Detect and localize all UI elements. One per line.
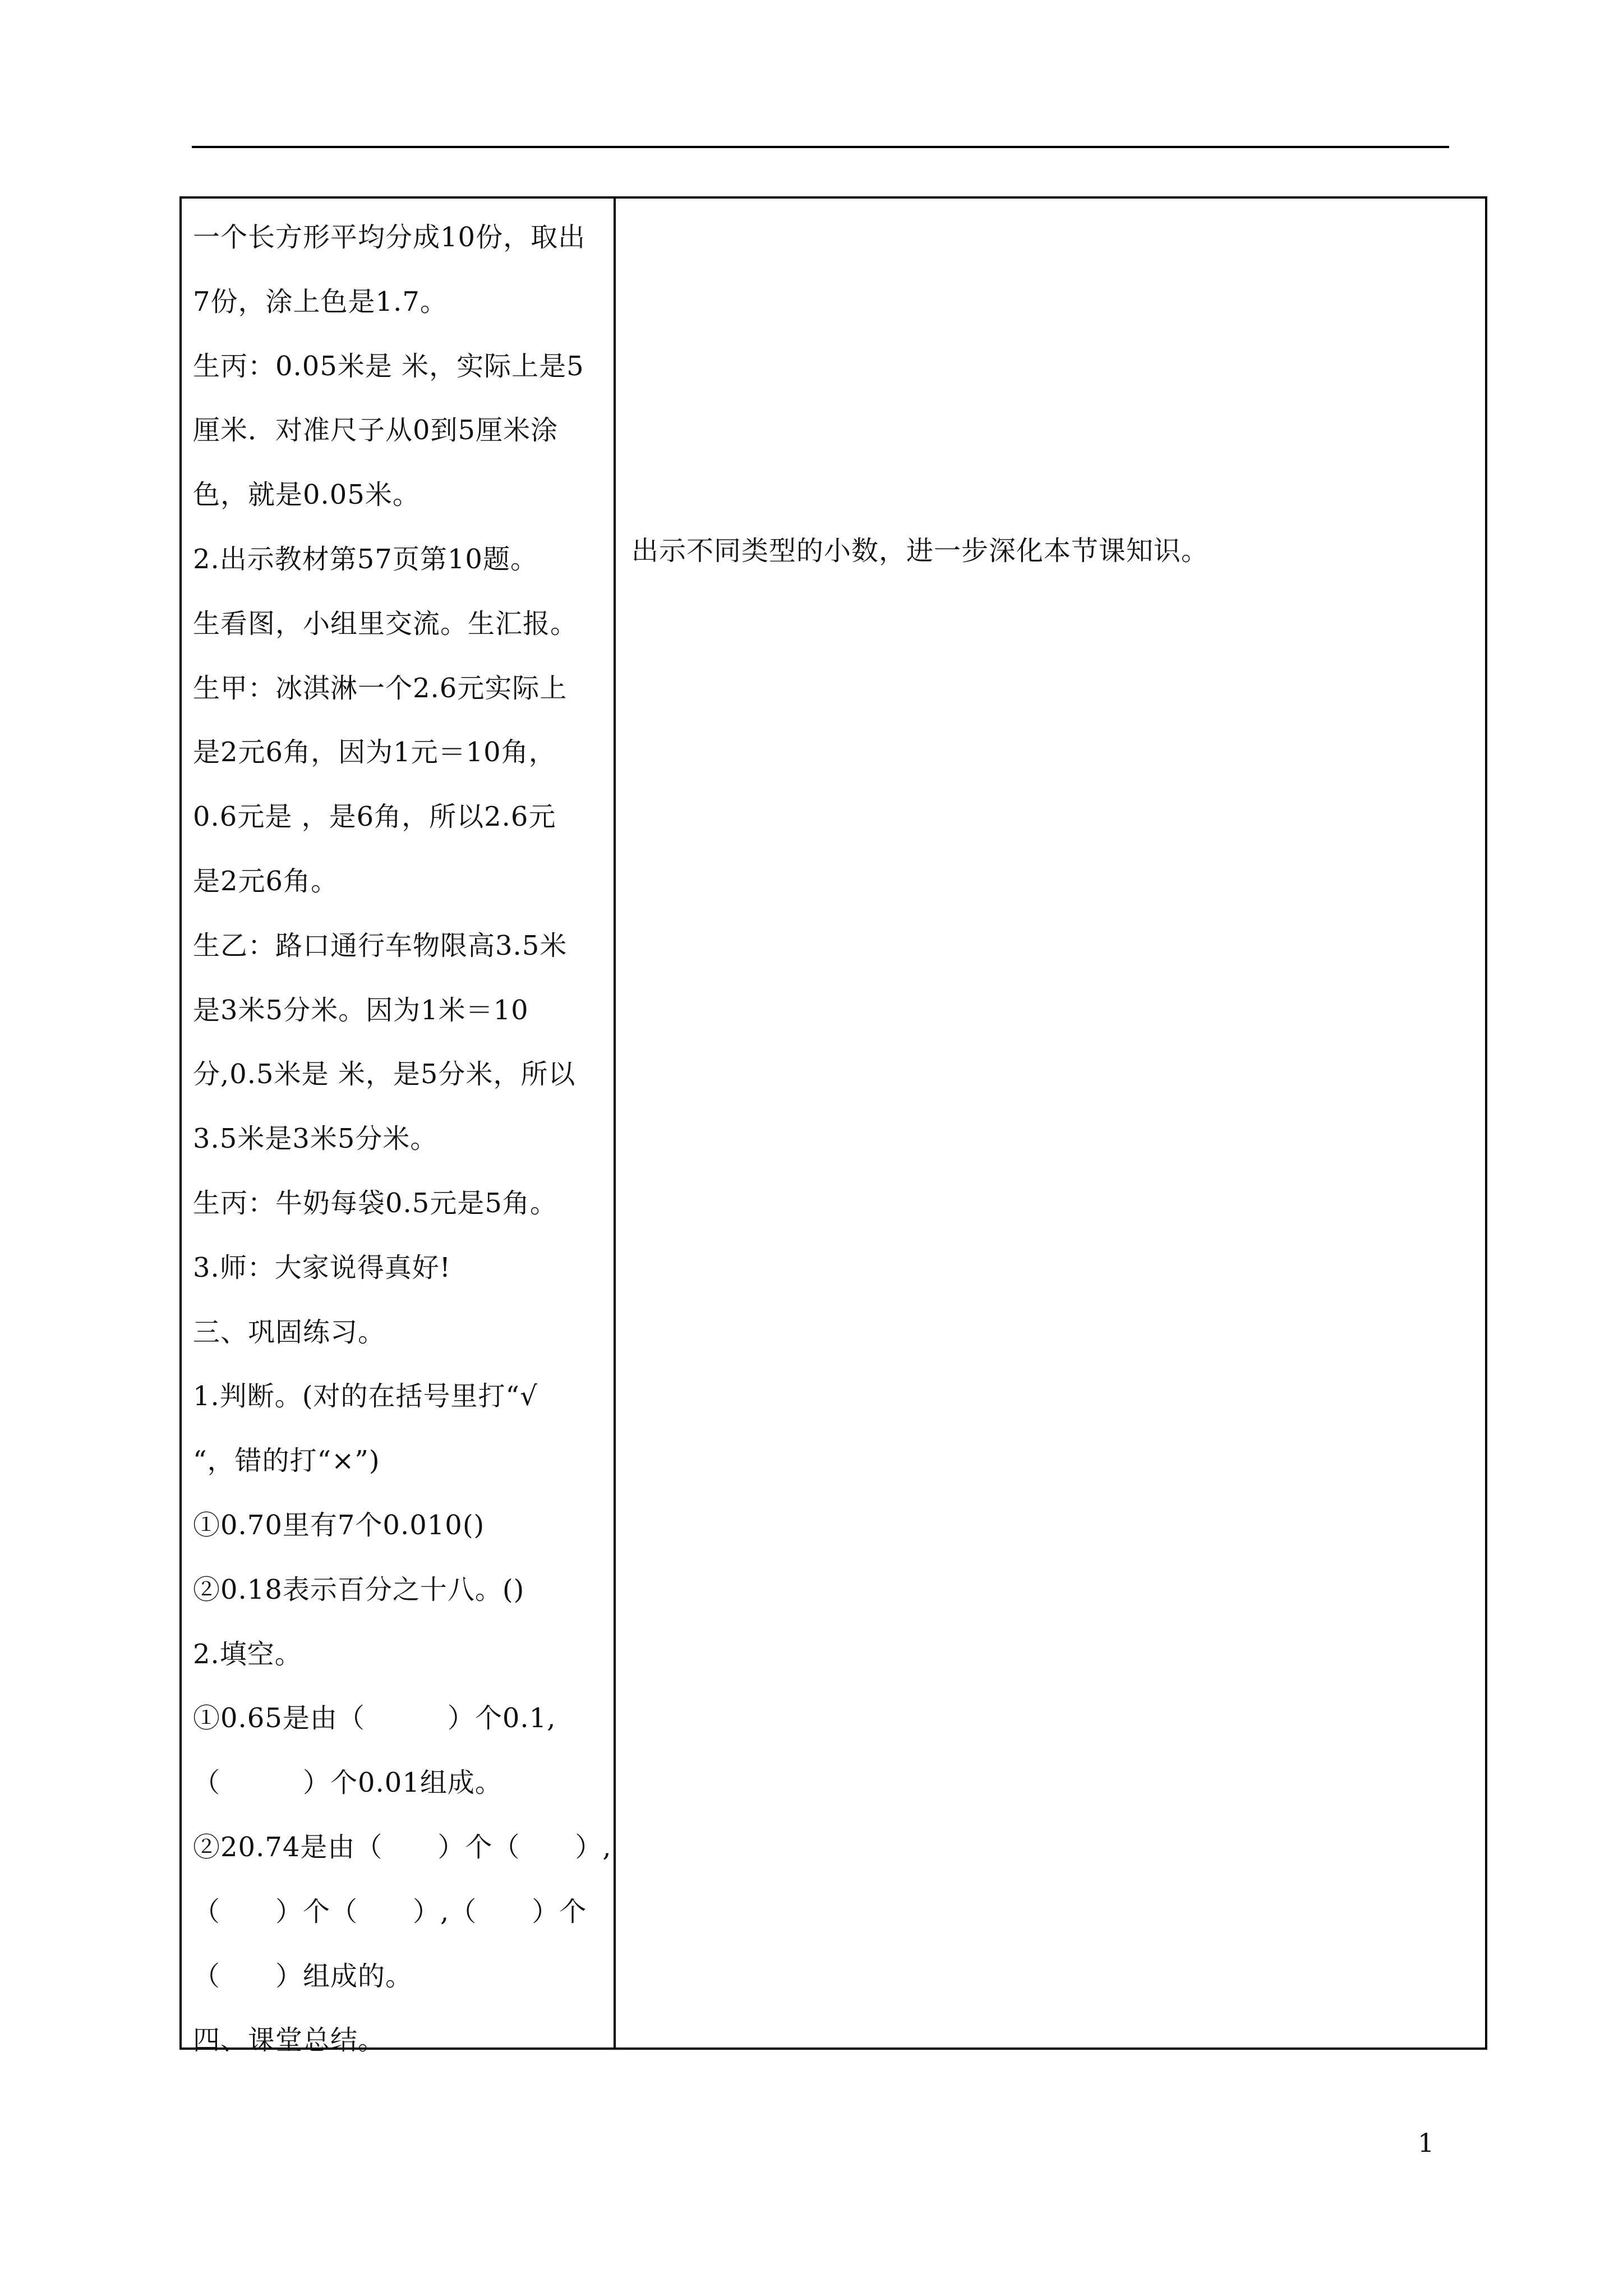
lesson-line: 色，就是0.05米。 (193, 479, 420, 511)
lesson-line: 三、巩固练习。 (193, 1316, 386, 1348)
lesson-line: ②20.74是由（ ）个（ ）, (193, 1831, 612, 1863)
lesson-line: 3.5米是3米5分米。 (193, 1123, 438, 1155)
lesson-line: 生看图，小组里交流。生汇报。 (193, 608, 578, 639)
lesson-line: ②0.18表示百分之十八。() (193, 1573, 525, 1605)
design-intent-note: 出示不同类型的小数，进一步深化本节课知识。 (631, 535, 1209, 567)
lesson-line: 2.填空。 (193, 1638, 302, 1670)
lesson-line: 一个长方形平均分成10份，取出 (193, 222, 586, 253)
lesson-line: 7份，涂上色是1.7。 (193, 286, 448, 318)
lesson-line: 0.6元是 ，是6角，所以2.6元 (193, 801, 556, 833)
lesson-line: 3.师：大家说得真好! (193, 1251, 451, 1283)
lesson-line: “，错的打“×”) (193, 1445, 380, 1477)
lesson-line: 是2元6角，因为1元＝10角， (193, 737, 556, 769)
lesson-line: 生乙：路口通行车物限高3.5米 (193, 930, 568, 961)
page-number: 1 (1418, 2128, 1435, 2158)
lesson-line: 分,0.5米是 米，是5分米，所以 (193, 1059, 576, 1091)
lesson-line: 是2元6角。 (193, 865, 339, 897)
teaching-process-cell (193, 205, 619, 2073)
lesson-line: ①0.65是由（ ）个0.1, (193, 1703, 556, 1734)
header-rule (192, 146, 1449, 148)
lesson-line: 生丙：0.05米是 米，实际上是5 (193, 350, 584, 382)
lesson-line: 四、课堂总结。 (193, 2024, 386, 2056)
lesson-line: （ ）组成的。 (193, 1960, 413, 1992)
lesson-line: （ ）个0.01组成。 (193, 1767, 502, 1799)
lesson-line: （ ）个（ ）,（ ）个 (193, 1895, 587, 1927)
lesson-line: 厘米．对准尺子从0到5厘米涂 (193, 415, 559, 447)
lesson-line: 2.出示教材第57页第10题。 (193, 543, 538, 575)
lesson-line: 是3米5分米。因为1米＝10 (193, 994, 529, 1026)
lesson-line: 生甲：冰淇淋一个2.6元实际上 (193, 672, 568, 704)
lesson-line: 1.判断。(对的在括号里打“√ (193, 1381, 538, 1412)
lesson-line: 生丙：牛奶每袋0.5元是5角。 (193, 1187, 557, 1219)
lesson-line: ①0.70里有7个0.010() (193, 1509, 485, 1541)
